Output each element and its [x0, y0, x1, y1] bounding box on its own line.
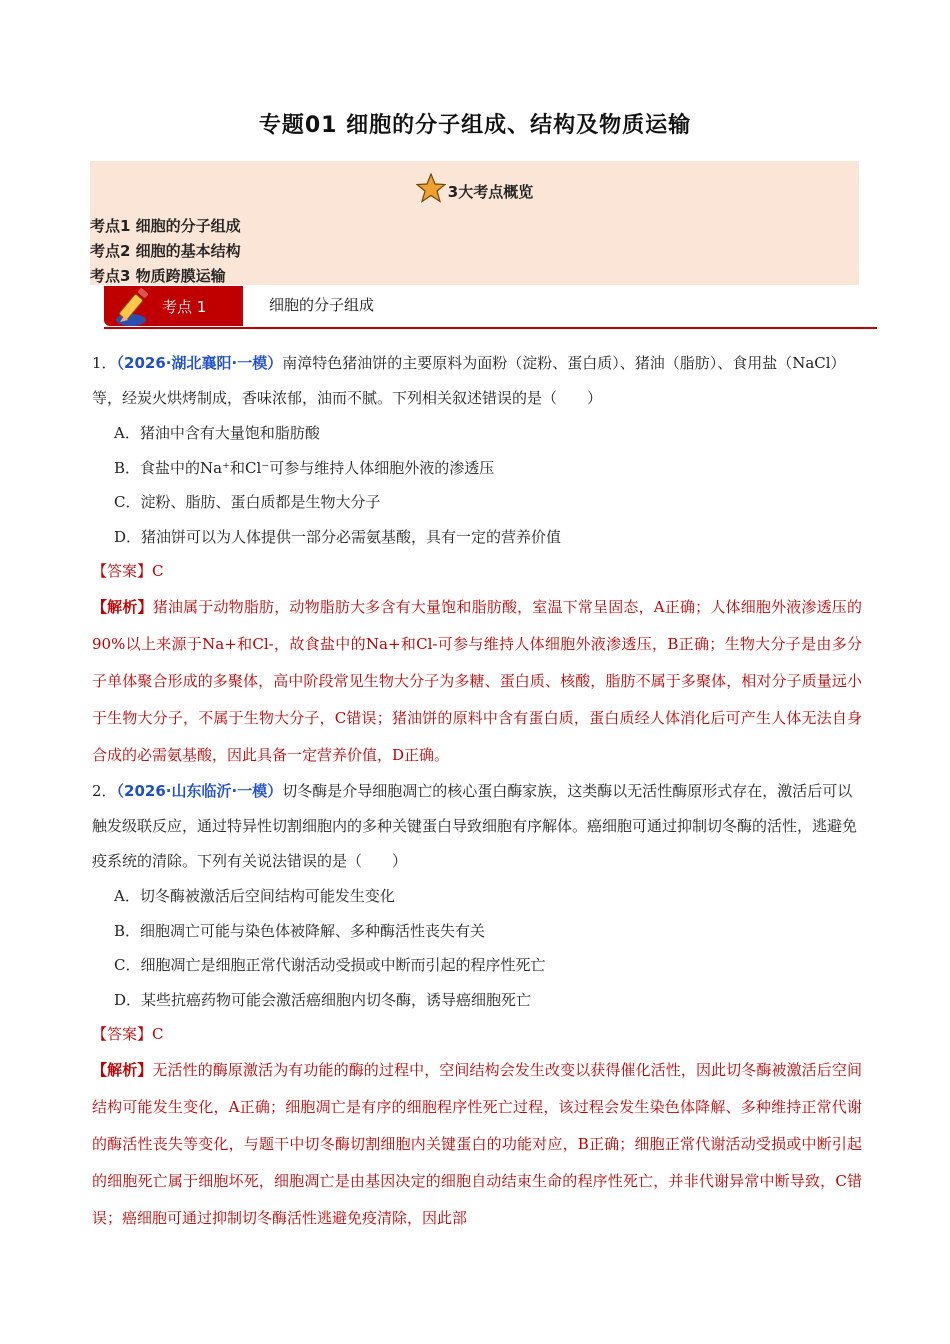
section-tab-label: 考点 1	[162, 298, 207, 316]
explanation-label: 【解析】	[92, 598, 153, 616]
overview-heading	[90, 173, 859, 203]
section-header	[104, 286, 877, 330]
question-number: 1．	[92, 354, 117, 372]
explanation-text: 无活性的酶原激活为有功能的酶的过程中，空间结构会发生改变以获得催化活性，因此切冬酶被激活后空间结构可能发生变化，A正确；细胞凋亡是有序的细胞程序性死亡过程，该过程会发生染色体降解、多种维持正常代谢的酶活性丧失等变化，与题干中切冬酶切割细胞内关键蛋白的功能对应，B正确；细胞正常代谢活动受损或中断引起的细胞死亡属于细胞坏死，细胞凋亡是由基因决定的细胞自动结束生命的程序性死亡，并非代谢异常中断导致，C错误；癌细胞可通过抑制切冬酶活性逃避免疫清除，因此部	[92, 1061, 862, 1227]
answer: 【答案】C	[92, 1025, 164, 1043]
option-b: B．细胞凋亡可能与染色体被降解、多种酶活性丧失有关	[114, 921, 486, 940]
section-tab	[104, 286, 243, 326]
question-source: （2026·山东临沂·一模）	[116, 782, 283, 800]
page-title: 专题01 细胞的分子组成、结构及物质运输	[258, 113, 692, 138]
overview-item: 考点3 物质跨膜运输	[90, 267, 226, 285]
star-icon	[416, 173, 446, 203]
question-number: 2．	[92, 782, 117, 800]
overview-item: 考点1 细胞的分子组成	[90, 217, 241, 235]
option-c: C．淀粉、脂肪、蛋白质都是生物大分子	[114, 493, 381, 511]
option-a: A．猪油中含有大量饱和脂肪酸	[114, 424, 320, 442]
question-stem	[92, 346, 862, 416]
question-text: 切冬酶是介导细胞凋亡的核心蛋白酶家族，这类酶以无活性酶原形式存在，激活后可以触发级联反应，通过特异性切割细胞内的多种关键蛋白导致细胞有序解体。癌细胞可通过抑制切冬酶的活性，逃避免疫系统的清除。下列有关说法错误的是（ ）	[92, 782, 858, 870]
explanation-label: 【解析】	[92, 1061, 153, 1079]
overview-heading-text: 3大考点概览	[447, 183, 534, 201]
option-c: C．细胞凋亡是细胞正常代谢活动受损或中断而引起的程序性死亡	[114, 956, 546, 974]
option-b: B．食盐中的Na⁺和Cl⁻可参与维持人体细胞外液的渗透压	[114, 458, 495, 477]
section-title: 细胞的分子组成	[269, 296, 375, 314]
question-source: （2026·湖北襄阳·一模）	[116, 354, 283, 372]
overview-item: 考点2 细胞的基本结构	[90, 242, 241, 260]
option-d: D．猪油饼可以为人体提供一部分必需氨基酸，具有一定的营养价值	[114, 527, 562, 546]
question-list	[92, 346, 862, 1237]
section-divider	[104, 327, 877, 329]
explanation	[92, 1052, 862, 1237]
question-text: 南漳特色猪油饼的主要原料为面粉（淀粉、蛋白质）、猪油（脂肪）、食用盐（NaCl）等，经炭火烘烤制成，香味浓郁，油而不腻。下列相关叙述错误的是（ ）	[92, 354, 846, 407]
option-d: D．某些抗癌药物可能会激活癌细胞内切冬酶，诱导癌细胞死亡	[114, 990, 532, 1009]
question-stem	[92, 774, 862, 879]
overview-list	[90, 214, 241, 289]
overview-box	[90, 161, 859, 285]
pencil-icon	[112, 288, 156, 328]
answer: 【答案】C	[92, 562, 164, 580]
explanation-text: 猪油属于动物脂肪，动物脂肪大多含有大量饱和脂肪酸，室温下常呈固态，A正确；人体细胞外液渗透压的90%以上来源于Na+和Cl-，故食盐中的Na+和Cl-可参与维持人体细胞外液渗透压，B正确；生物大分子是由多分子单体聚合形成的多聚体，高中阶段常见生物大分子为多糖、蛋白质、核酸，脂肪不属于多聚体，相对分子质量远小于生物大分子，不属于生物大分子，C错误；猪油饼的原料中含有蛋白质，蛋白质经人体消化后可产生人体无法自身合成的必需氨基酸，因此具备一定营养价值，D正确。	[92, 598, 862, 764]
explanation	[92, 589, 862, 774]
option-a: A．切冬酶被激活后空间结构可能发生变化	[114, 887, 395, 905]
